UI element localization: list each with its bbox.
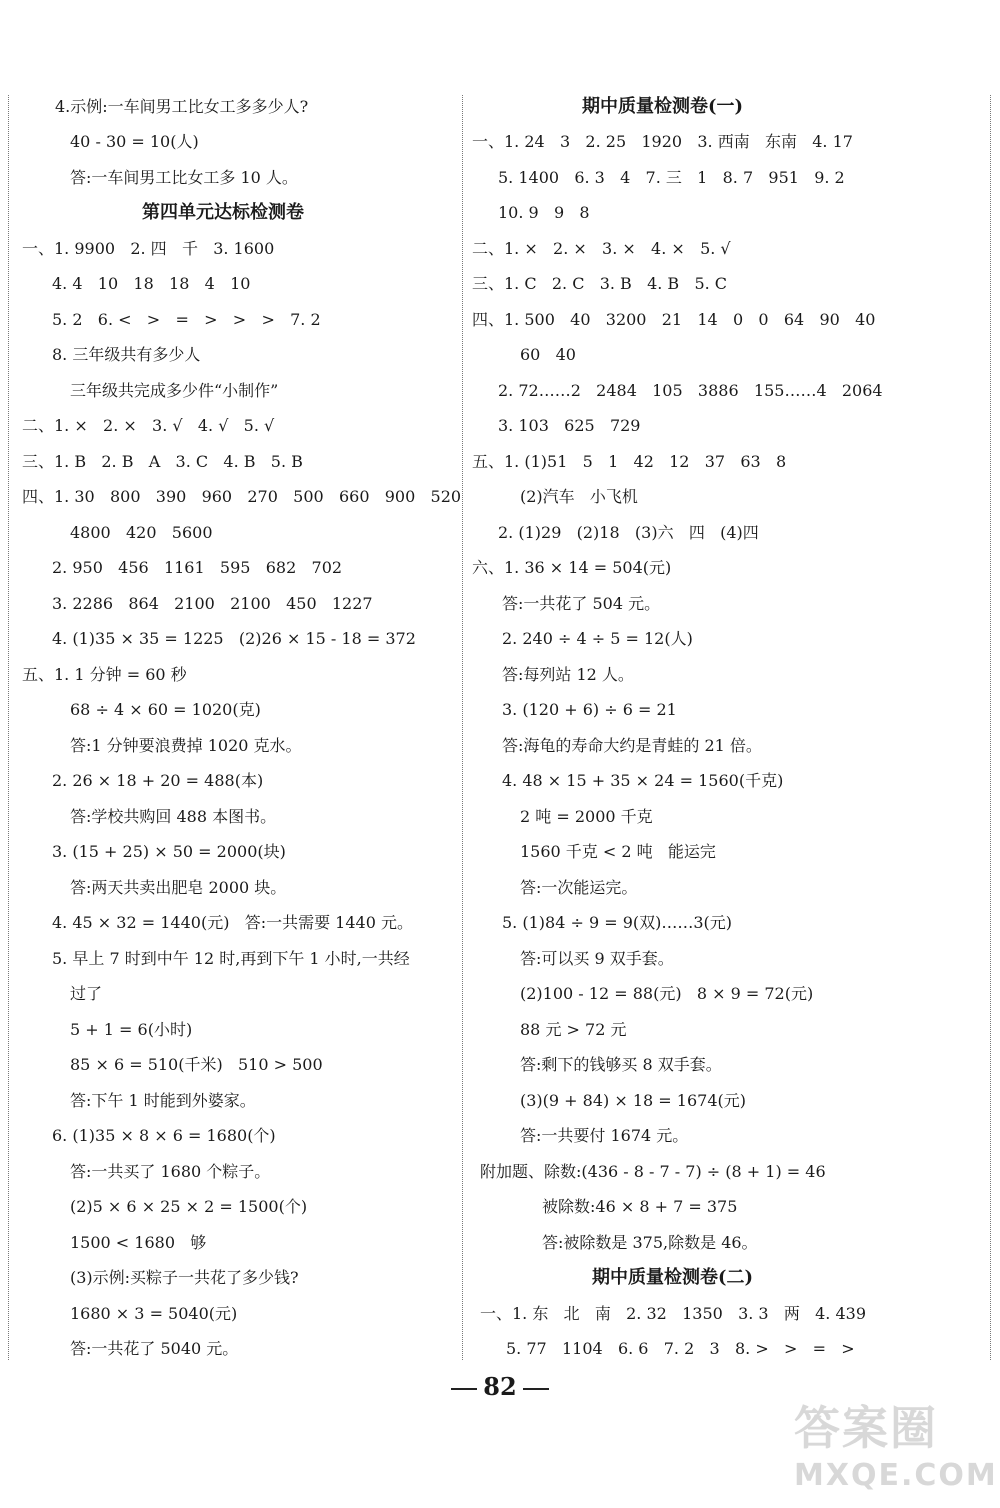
answer-line: 三年级共完成多少件“小制作” (70, 381, 279, 400)
answer-line: 1500 < 1680 够 (70, 1233, 207, 1252)
answer-line: (2)100 - 12 = 88(元) 8 × 9 = 72(元) (520, 984, 814, 1003)
answer-line: 答:可以买 9 双手套。 (520, 949, 674, 968)
answer-line: 3. (15 + 25) × 50 = 2000(块) (52, 842, 286, 861)
answer-line: (3)示例:买粽子一共花了多少钱? (70, 1268, 299, 1287)
answer-line: 2. (1)29 (2)18 (3)六 四 (4)四 (498, 523, 759, 542)
answer-line: 10. 9 9 8 (498, 203, 590, 222)
answer-line: 2. 72……2 2484 105 3886 155……4 2064 (498, 381, 883, 400)
answer-line: 5. 2 6. < > = > > > 7. 2 (52, 310, 321, 329)
answer-line: 答:每列站 12 人。 (502, 665, 634, 684)
answer-line: 4. (1)35 × 35 = 1225 (2)26 × 15 - 18 = 372 (52, 629, 416, 648)
answer-line: 答:一共花了 5040 元。 (70, 1339, 239, 1358)
answer-line: 4. 48 × 15 + 35 × 24 = 1560(千克) (502, 771, 784, 790)
answer-line: 一、1. 9900 2. 四 千 3. 1600 (22, 239, 275, 258)
answer-line: 一、1. 24 3 2. 25 1920 3. 西南 东南 4. 17 (472, 132, 853, 151)
column-rule-left (8, 95, 9, 1360)
answer-line: 5 + 1 = 6(小时) (70, 1020, 193, 1039)
answer-line: 过了 (70, 984, 103, 1003)
answer-line: 4800 420 5600 (70, 523, 213, 542)
answer-line: 答:被除数是 375,除数是 46。 (542, 1233, 758, 1252)
answer-line: 6. (1)35 × 8 × 6 = 1680(个) (52, 1126, 276, 1145)
answer-line: 2. 26 × 18 + 20 = 488(本) (52, 771, 264, 790)
answer-line: 1560 千克 < 2 吨 能运完 (520, 842, 716, 861)
answer-line: 答:剩下的钱够买 8 双手套。 (520, 1055, 722, 1074)
answer-line: 2 吨 = 2000 千克 (520, 807, 653, 826)
answer-line: 85 × 6 = 510(千米) 510 > 500 (70, 1055, 323, 1074)
answer-line: 2. 950 456 1161 595 682 702 (52, 558, 343, 577)
section-title: 期中质量检测卷(一) (582, 96, 744, 117)
answer-line: 4.示例:一车间男工比女工多多少人? (55, 97, 309, 116)
answer-line: 四、1. 30 800 390 960 270 500 660 900 520 (22, 487, 462, 506)
answer-line: 5. 早上 7 时到中午 12 时,再到下午 1 小时,一共经 (52, 949, 410, 968)
answer-line: 答:两天共卖出肥皂 2000 块。 (70, 878, 287, 897)
answer-line: 答:一共要付 1674 元。 (520, 1126, 689, 1145)
answer-line: 5. 1400 6. 3 4 7. 三 1 8. 7 951 9. 2 (498, 168, 845, 187)
watermark-logo (794, 1392, 998, 1502)
footer-dash-left (451, 1388, 477, 1390)
section-title: 期中质量检测卷(二) (592, 1267, 754, 1288)
page-number: 82 (483, 1372, 517, 1401)
answer-line: 答:一车间男工比女工多 10 人。 (70, 168, 298, 187)
answer-line: 被除数:46 × 8 + 7 = 375 (542, 1197, 738, 1216)
answer-line: 答:一共买了 1680 个粽子。 (70, 1162, 271, 1181)
answer-line: 二、1. × 2. × 3. √ 4. √ 5. √ (22, 416, 275, 435)
answer-line: 答:一共花了 504 元。 (502, 594, 661, 613)
answer-line: 68 ÷ 4 × 60 = 1020(克) (70, 700, 261, 719)
answer-line: 2. 240 ÷ 4 ÷ 5 = 12(人) (502, 629, 693, 648)
answer-line: 答:学校共购回 488 本图书。 (70, 807, 277, 826)
answer-line: 4. 4 10 18 18 4 10 (52, 274, 251, 293)
answer-line: 3. 103 625 729 (498, 416, 641, 435)
answer-line: 40 - 30 = 10(人) (70, 132, 199, 151)
answer-line: 3. (120 + 6) ÷ 6 = 21 (502, 700, 677, 719)
column-rule-right (990, 95, 991, 1360)
answer-line: 六、1. 36 × 14 = 504(元) (472, 558, 672, 577)
answer-line: 答:1 分钟要浪费掉 1020 克水。 (70, 736, 302, 755)
answer-line: 五、1. (1)51 5 1 42 12 37 63 8 (472, 452, 787, 471)
answer-line: (3)(9 + 84) × 18 = 1674(元) (520, 1091, 746, 1110)
answer-line: 4. 45 × 32 = 1440(元) 答:一共需要 1440 元。 (52, 913, 413, 932)
answer-line: 5. 77 1104 6. 6 7. 2 3 8. > > = > (506, 1339, 855, 1358)
answer-line: 附加题、除数:(436 - 8 - 7 - 7) ÷ (8 + 1) = 46 (480, 1162, 826, 1181)
answer-line: (2)汽车 小飞机 (520, 487, 638, 506)
answer-line: 二、1. × 2. × 3. × 4. × 5. √ (472, 239, 731, 258)
answer-line: 答:海龟的寿命大约是青蛙的 21 倍。 (502, 736, 762, 755)
answer-line: 五、1. 1 分钟 = 60 秒 (22, 665, 187, 684)
answer-line: (2)5 × 6 × 25 × 2 = 1500(个) (70, 1197, 308, 1216)
answer-line: 1680 × 3 = 5040(元) (70, 1304, 238, 1323)
answer-line: 四、1. 500 40 3200 21 14 0 0 64 90 40 (472, 310, 876, 329)
column-rule-middle (462, 95, 463, 1360)
answer-line: 60 40 (520, 345, 576, 364)
answer-line: 答:一次能运完。 (520, 878, 638, 897)
answer-line: 答:下午 1 时能到外婆家。 (70, 1091, 256, 1110)
answer-line: 88 元 > 72 元 (520, 1020, 627, 1039)
answer-line: 三、1. C 2. C 3. B 4. B 5. C (472, 274, 728, 293)
answer-line: 8. 三年级共有多少人 (52, 345, 201, 364)
answer-line: 3. 2286 864 2100 2100 450 1227 (52, 594, 373, 613)
footer-dash-right (523, 1388, 549, 1390)
answer-line: 三、1. B 2. B A 3. C 4. B 5. B (22, 452, 303, 471)
watermark-bottom: MXQE.COM (794, 1458, 998, 1493)
answer-line: 一、1. 东 北 南 2. 32 1350 3. 3 两 4. 439 (480, 1304, 867, 1323)
watermark-top: 答案圈 (794, 1401, 938, 1455)
section-title: 第四单元达标检测卷 (142, 202, 304, 223)
answer-line: 5. (1)84 ÷ 9 = 9(双)……3(元) (502, 913, 733, 932)
